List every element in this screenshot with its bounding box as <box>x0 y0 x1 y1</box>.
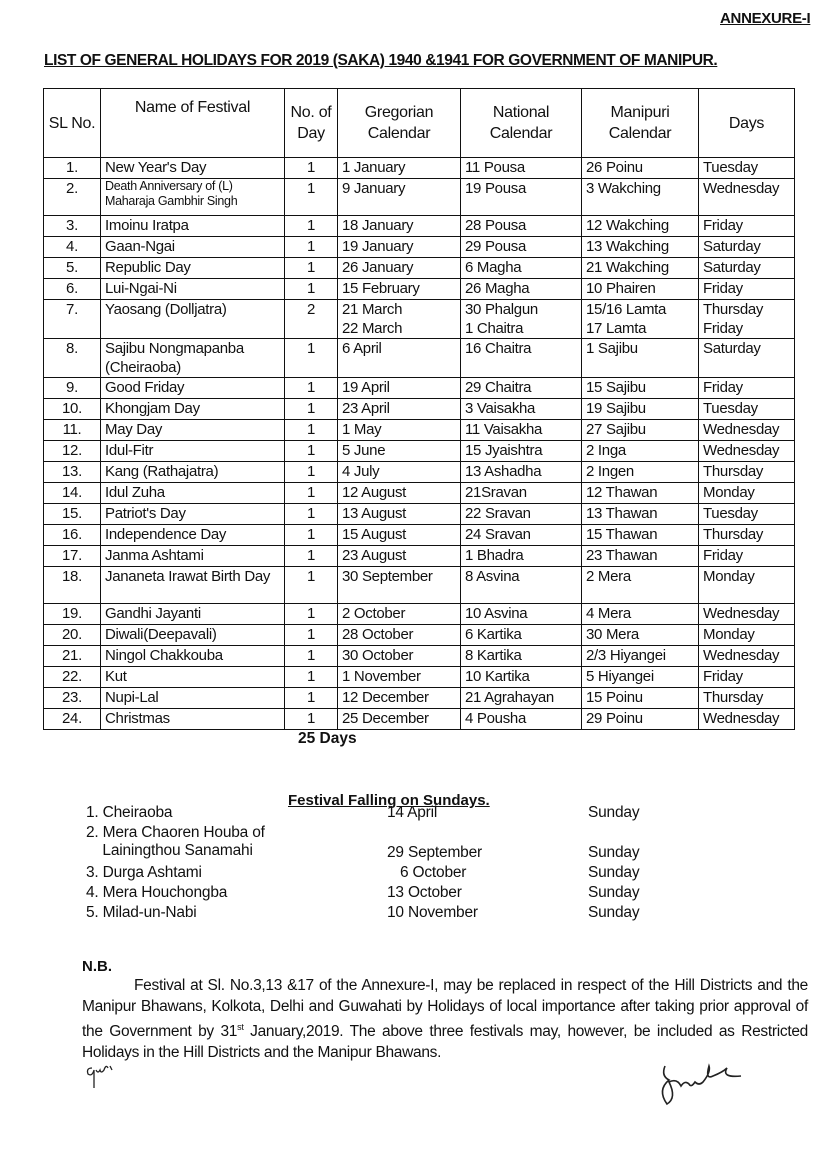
sl-cell: 14. <box>44 483 101 504</box>
sl-cell: 23. <box>44 688 101 709</box>
national-cell: 28 Pousa <box>461 216 582 237</box>
no-of-day-cell: 1 <box>285 441 338 462</box>
manipuri-cell: 19 Sajibu <box>582 399 699 420</box>
table-row <box>44 258 795 279</box>
header-gregorian: Gregorian Calendar <box>338 89 461 158</box>
nb-text <box>82 976 808 1063</box>
gregorian-cell: 19 January <box>338 237 461 258</box>
header-no-of-day: No. of Day <box>285 89 338 158</box>
name-cell: Independence Day <box>101 525 285 546</box>
table-row <box>44 525 795 546</box>
national-cell: 4 Pousha <box>461 709 582 730</box>
name-cell: Kut <box>101 667 285 688</box>
national-cell: 19 Pousa <box>461 179 582 216</box>
name-cell: Republic Day <box>101 258 285 279</box>
signature <box>655 1060 765 1110</box>
national-cell: 1 Bhadra <box>461 546 582 567</box>
gregorian-cell: 28 October <box>338 625 461 646</box>
manipuri-cell: 4 Mera <box>582 604 699 625</box>
no-of-day-cell: 1 <box>285 158 338 179</box>
manipuri-cell: 12 Wakching <box>582 216 699 237</box>
name-cell: Sajibu Nongmapanba (Cheiraoba) <box>101 339 285 378</box>
table-row <box>44 604 795 625</box>
no-of-day-cell: 1 <box>285 462 338 483</box>
national-cell: 26 Magha <box>461 279 582 300</box>
national-cell: 6 Kartika <box>461 625 582 646</box>
sunday-festival-date: 13 October <box>387 884 462 901</box>
weekday-cell: Saturday <box>699 258 795 279</box>
sunday-festival-date: 14 April <box>387 804 438 821</box>
sl-cell: 1. <box>44 158 101 179</box>
sunday-festival-day: Sunday <box>588 904 640 921</box>
sl-cell: 15. <box>44 504 101 525</box>
national-cell: 10 Kartika <box>461 667 582 688</box>
national-cell: 29 Pousa <box>461 237 582 258</box>
no-of-day-cell: 1 <box>285 667 338 688</box>
manipuri-cell: 26 Poinu <box>582 158 699 179</box>
national-cell: 13 Ashadha <box>461 462 582 483</box>
sl-cell: 19. <box>44 604 101 625</box>
name-cell: Khongjam Day <box>101 399 285 420</box>
sl-cell: 24. <box>44 709 101 730</box>
name-cell: Yaosang (Dolljatra) <box>101 300 285 339</box>
manipuri-cell: 2 Inga <box>582 441 699 462</box>
national-cell: 21Sravan <box>461 483 582 504</box>
no-of-day-cell: 1 <box>285 378 338 399</box>
gregorian-cell: 30 October <box>338 646 461 667</box>
gregorian-cell: 12 December <box>338 688 461 709</box>
weekday-cell: Thursday <box>699 462 795 483</box>
no-of-day-cell: 1 <box>285 420 338 441</box>
gregorian-cell: 13 August <box>338 504 461 525</box>
gregorian-cell: 15 February <box>338 279 461 300</box>
table-row <box>44 567 795 604</box>
sl-cell: 22. <box>44 667 101 688</box>
weekday-cell: Thursday Friday <box>699 300 795 339</box>
table-row <box>44 462 795 483</box>
weekday-cell: Tuesday <box>699 158 795 179</box>
header-national: National Calendar <box>461 89 582 158</box>
gregorian-cell: 23 August <box>338 546 461 567</box>
weekday-cell: Friday <box>699 216 795 237</box>
name-cell: May Day <box>101 420 285 441</box>
gregorian-cell: 21 March 22 March <box>338 300 461 339</box>
national-cell: 11 Pousa <box>461 158 582 179</box>
name-cell: Imoinu Iratpa <box>101 216 285 237</box>
manipuri-cell: 29 Poinu <box>582 709 699 730</box>
table-row <box>44 339 795 378</box>
manipuri-cell: 13 Thawan <box>582 504 699 525</box>
sunday-festival-name: 4. Mera Houchongba <box>86 884 228 901</box>
no-of-day-cell: 1 <box>285 625 338 646</box>
sl-cell: 10. <box>44 399 101 420</box>
sunday-festival-name: 1. Cheiraoba <box>86 804 173 821</box>
gregorian-cell: 30 September <box>338 567 461 604</box>
sunday-festival-date: 29 September <box>387 844 482 861</box>
gregorian-cell: 1 January <box>338 158 461 179</box>
manipuri-cell: 5 Hiyangei <box>582 667 699 688</box>
table-row <box>44 646 795 667</box>
total-days: 25 Days <box>298 730 357 747</box>
weekday-cell: Wednesday <box>699 179 795 216</box>
initials-signature <box>84 1058 124 1094</box>
name-cell: Christmas <box>101 709 285 730</box>
manipuri-cell: 12 Thawan <box>582 483 699 504</box>
holiday-table <box>43 88 795 730</box>
manipuri-cell: 13 Wakching <box>582 237 699 258</box>
name-cell: Good Friday <box>101 378 285 399</box>
no-of-day-cell: 1 <box>285 604 338 625</box>
sl-cell: 5. <box>44 258 101 279</box>
weekday-cell: Friday <box>699 667 795 688</box>
sl-cell: 9. <box>44 378 101 399</box>
sundays-heading: Festival Falling on Sundays. <box>288 792 490 809</box>
sl-cell: 8. <box>44 339 101 378</box>
table-row <box>44 688 795 709</box>
gregorian-cell: 4 July <box>338 462 461 483</box>
gregorian-cell: 12 August <box>338 483 461 504</box>
national-cell: 8 Kartika <box>461 646 582 667</box>
manipuri-cell: 2 Ingen <box>582 462 699 483</box>
weekday-cell: Monday <box>699 625 795 646</box>
sl-cell: 20. <box>44 625 101 646</box>
table-row <box>44 179 795 216</box>
sl-cell: 21. <box>44 646 101 667</box>
manipuri-cell: 15 Poinu <box>582 688 699 709</box>
name-cell: Idul-Fitr <box>101 441 285 462</box>
national-cell: 3 Vaisakha <box>461 399 582 420</box>
no-of-day-cell: 1 <box>285 646 338 667</box>
gregorian-cell: 15 August <box>338 525 461 546</box>
sunday-festival-name: 5. Milad-un-Nabi <box>86 904 197 921</box>
gregorian-cell: 26 January <box>338 258 461 279</box>
name-cell: Ningol Chakkouba <box>101 646 285 667</box>
weekday-cell: Wednesday <box>699 441 795 462</box>
table-row <box>44 625 795 646</box>
sunday-festival-name: 3. Durga Ashtami <box>86 864 202 881</box>
manipuri-cell: 15/16 Lamta 17 Lamta <box>582 300 699 339</box>
sunday-festival-day: Sunday <box>588 864 640 881</box>
nb-label: N.B. <box>82 958 112 975</box>
weekday-cell: Tuesday <box>699 504 795 525</box>
national-cell: 22 Sravan <box>461 504 582 525</box>
name-cell: Gaan-Ngai <box>101 237 285 258</box>
table-row <box>44 399 795 420</box>
national-cell: 21 Agrahayan <box>461 688 582 709</box>
gregorian-cell: 23 April <box>338 399 461 420</box>
national-cell: 30 Phalgun 1 Chaitra <box>461 300 582 339</box>
national-cell: 24 Sravan <box>461 525 582 546</box>
sunday-festival-day: Sunday <box>588 884 640 901</box>
nb-text-after: January,2019. The above three festivals may, however, be included as Restricted Holidays in the Hill Districts and the Manipur Bhawans. <box>82 1023 808 1061</box>
table-row <box>44 709 795 730</box>
table-row <box>44 300 795 339</box>
name-cell: Nupi-Lal <box>101 688 285 709</box>
manipuri-cell: 15 Sajibu <box>582 378 699 399</box>
weekday-cell: Friday <box>699 279 795 300</box>
no-of-day-cell: 2 <box>285 300 338 339</box>
table-header-row <box>44 89 795 158</box>
header-days: Days <box>699 89 795 158</box>
nb-superscript: st <box>237 1022 244 1032</box>
no-of-day-cell: 1 <box>285 399 338 420</box>
table-row <box>44 279 795 300</box>
national-cell: 16 Chaitra <box>461 339 582 378</box>
national-cell: 29 Chaitra <box>461 378 582 399</box>
weekday-cell: Thursday <box>699 688 795 709</box>
national-cell: 11 Vaisakha <box>461 420 582 441</box>
manipuri-cell: 3 Wakching <box>582 179 699 216</box>
sl-cell: 6. <box>44 279 101 300</box>
sl-cell: 17. <box>44 546 101 567</box>
sunday-festival-name: 2. Mera Chaoren Houba of Lainingthou Sanamahi <box>86 824 265 859</box>
name-cell: Gandhi Jayanti <box>101 604 285 625</box>
gregorian-cell: 1 November <box>338 667 461 688</box>
sl-cell: 2. <box>44 179 101 216</box>
table-row <box>44 546 795 567</box>
national-cell: 6 Magha <box>461 258 582 279</box>
weekday-cell: Wednesday <box>699 420 795 441</box>
no-of-day-cell: 1 <box>285 483 338 504</box>
header-manipuri: Manipuri Calendar <box>582 89 699 158</box>
no-of-day-cell: 1 <box>285 279 338 300</box>
header-sl: SL No. <box>44 89 101 158</box>
table-row <box>44 420 795 441</box>
sl-cell: 18. <box>44 567 101 604</box>
sunday-festival-date: 6 October <box>400 864 467 881</box>
no-of-day-cell: 1 <box>285 216 338 237</box>
national-cell: 10 Asvina <box>461 604 582 625</box>
table-row <box>44 216 795 237</box>
no-of-day-cell: 1 <box>285 237 338 258</box>
name-cell: Diwali(Deepavali) <box>101 625 285 646</box>
no-of-day-cell: 1 <box>285 688 338 709</box>
weekday-cell: Wednesday <box>699 709 795 730</box>
table-row <box>44 667 795 688</box>
table-row <box>44 483 795 504</box>
no-of-day-cell: 1 <box>285 339 338 378</box>
gregorian-cell: 18 January <box>338 216 461 237</box>
manipuri-cell: 2/3 Hiyangei <box>582 646 699 667</box>
gregorian-cell: 5 June <box>338 441 461 462</box>
sl-cell: 11. <box>44 420 101 441</box>
manipuri-cell: 2 Mera <box>582 567 699 604</box>
sl-cell: 13. <box>44 462 101 483</box>
name-cell: Janma Ashtami <box>101 546 285 567</box>
sunday-festival-date: 10 November <box>387 904 478 921</box>
table-row <box>44 158 795 179</box>
sl-cell: 3. <box>44 216 101 237</box>
manipuri-cell: 15 Thawan <box>582 525 699 546</box>
national-cell: 8 Asvina <box>461 567 582 604</box>
sl-cell: 4. <box>44 237 101 258</box>
weekday-cell: Tuesday <box>699 399 795 420</box>
header-name: Name of Festival <box>101 89 285 158</box>
no-of-day-cell: 1 <box>285 504 338 525</box>
name-cell: Death Anniversary of (L) Maharaja Gambhir Singh <box>101 179 285 216</box>
weekday-cell: Wednesday <box>699 646 795 667</box>
weekday-cell: Saturday <box>699 237 795 258</box>
name-cell: Jananeta Irawat Birth Day <box>101 567 285 604</box>
table-row <box>44 378 795 399</box>
no-of-day-cell: 1 <box>285 567 338 604</box>
name-cell: Patriot's Day <box>101 504 285 525</box>
name-cell: New Year's Day <box>101 158 285 179</box>
weekday-cell: Thursday <box>699 525 795 546</box>
gregorian-cell: 2 October <box>338 604 461 625</box>
no-of-day-cell: 1 <box>285 709 338 730</box>
gregorian-cell: 6 April <box>338 339 461 378</box>
manipuri-cell: 1 Sajibu <box>582 339 699 378</box>
weekday-cell: Wednesday <box>699 604 795 625</box>
sl-cell: 7. <box>44 300 101 339</box>
sl-cell: 16. <box>44 525 101 546</box>
name-cell: Kang (Rathajatra) <box>101 462 285 483</box>
manipuri-cell: 27 Sajibu <box>582 420 699 441</box>
nb-text-before: Festival at Sl. No.3,13 &17 of the Annexure-I, may be replaced in respect of the Hill Districts and the Manipur Bhawans, Kolkota, Delhi and Guwahati by Holidays of local importance after taking prior approval of the Government by 31 <box>82 977 808 1041</box>
gregorian-cell: 19 April <box>338 378 461 399</box>
sunday-festival-day: Sunday <box>588 804 640 821</box>
name-cell: Idul Zuha <box>101 483 285 504</box>
no-of-day-cell: 1 <box>285 525 338 546</box>
weekday-cell: Saturday <box>699 339 795 378</box>
weekday-cell: Friday <box>699 546 795 567</box>
manipuri-cell: 21 Wakching <box>582 258 699 279</box>
page-title: LIST OF GENERAL HOLIDAYS FOR 2019 (SAKA) 1940 &1941 FOR GOVERNMENT OF MANIPUR. <box>44 52 718 69</box>
manipuri-cell: 10 Phairen <box>582 279 699 300</box>
sunday-festival-day: Sunday <box>588 844 640 861</box>
no-of-day-cell: 1 <box>285 258 338 279</box>
no-of-day-cell: 1 <box>285 179 338 216</box>
no-of-day-cell: 1 <box>285 546 338 567</box>
table-row <box>44 441 795 462</box>
weekday-cell: Friday <box>699 378 795 399</box>
manipuri-cell: 30 Mera <box>582 625 699 646</box>
gregorian-cell: 25 December <box>338 709 461 730</box>
name-cell: Lui-Ngai-Ni <box>101 279 285 300</box>
national-cell: 15 Jyaishtra <box>461 441 582 462</box>
gregorian-cell: 9 January <box>338 179 461 216</box>
table-row <box>44 504 795 525</box>
annexure-label: ANNEXURE-I <box>720 10 811 27</box>
gregorian-cell: 1 May <box>338 420 461 441</box>
sl-cell: 12. <box>44 441 101 462</box>
table-row <box>44 237 795 258</box>
weekday-cell: Monday <box>699 483 795 504</box>
manipuri-cell: 23 Thawan <box>582 546 699 567</box>
weekday-cell: Monday <box>699 567 795 604</box>
